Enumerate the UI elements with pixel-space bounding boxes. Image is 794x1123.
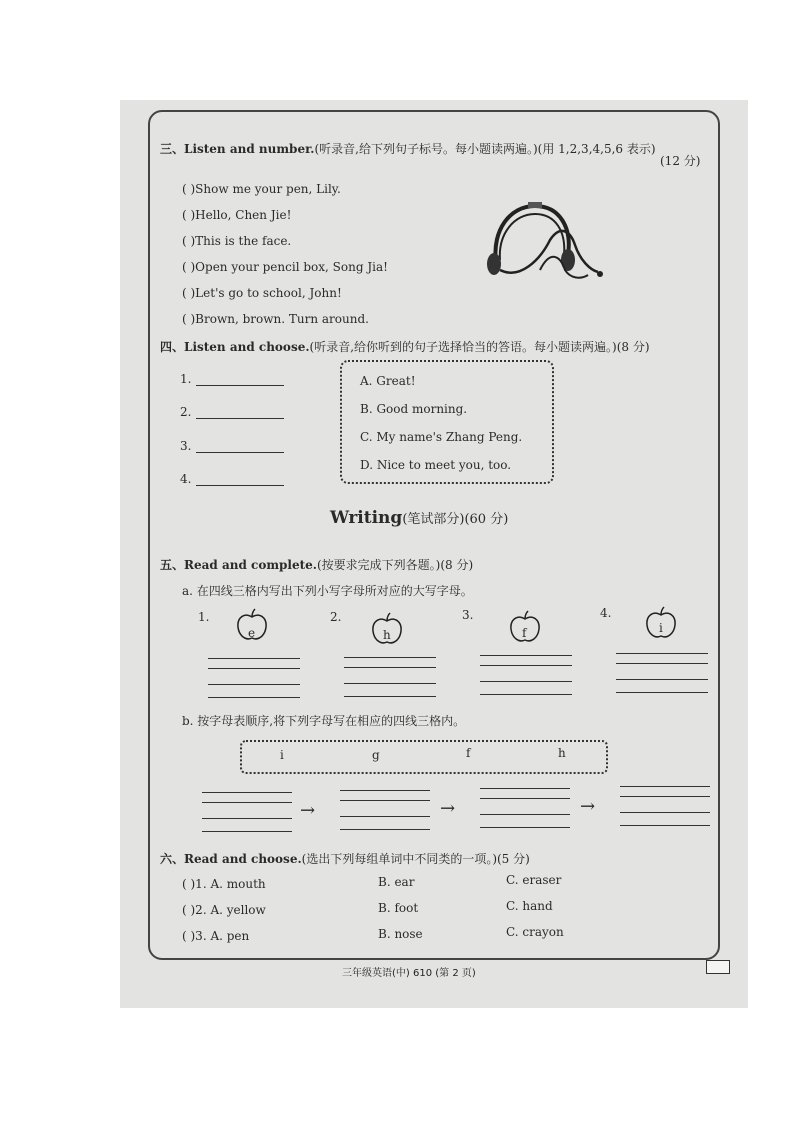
four-line-1c[interactable] [208, 684, 300, 685]
apple-letter-3: f [522, 626, 527, 640]
four-line-4a[interactable] [616, 653, 708, 654]
sec4-num-2: 2. [180, 405, 192, 419]
seq-line-3c[interactable] [480, 814, 570, 815]
sec5-a-label: a. 在四线三格内写出下列小写字母所对应的大写字母。 [182, 584, 473, 598]
apple-letter-2: h [383, 628, 391, 642]
seq-line-1d[interactable] [202, 831, 292, 832]
sec5-instruction: (按要求完成下列各题。)(8 分) [316, 558, 474, 572]
four-line-3b[interactable] [480, 665, 572, 666]
sec5-b-label: b. 按字母表顺序,将下列字母写在相应的四线三格内。 [182, 714, 466, 728]
headphones-icon [480, 200, 610, 285]
sec3-item-4[interactable]: ( )Open your pencil box, Song Jia! [182, 260, 388, 274]
page-footer: 三年级英语(中) 610 (第 2 页) [342, 968, 476, 979]
seq-line-3a[interactable] [480, 788, 570, 789]
seq-line-1a[interactable] [202, 792, 292, 793]
sec3-score: (12 分) [660, 154, 701, 168]
four-line-1a[interactable] [208, 658, 300, 659]
seq-line-4c[interactable] [620, 812, 710, 813]
seq-line-2b[interactable] [340, 800, 430, 801]
sec6-q-2[interactable]: ( )2. A. yellow [182, 903, 266, 917]
arrow-icon: → [440, 798, 456, 819]
sec3-header [160, 140, 656, 157]
sec6-q-3[interactable]: ( )3. A. pen [182, 929, 250, 943]
sec3-item-6[interactable]: ( )Brown, brown. Turn around. [182, 312, 369, 326]
four-line-3c[interactable] [480, 681, 572, 682]
seq-line-4a[interactable] [620, 786, 710, 787]
seq-line-2c[interactable] [340, 816, 430, 817]
sec4-title: 四、Listen and choose. [160, 340, 310, 354]
sec4-num-4: 4. [180, 472, 192, 486]
writing-subtitle: (笔试部分)(60 分) [402, 512, 509, 527]
arrow-icon: → [300, 800, 316, 821]
sec6-title: 六、Read and choose. [160, 852, 302, 866]
sec4-header [160, 338, 650, 355]
seq-line-1b[interactable] [202, 802, 292, 803]
apple-letter-4: i [659, 621, 663, 635]
box-letter-1: i [280, 748, 284, 762]
writing-title: Writing [330, 508, 403, 528]
sec6-header [160, 850, 530, 867]
sec5-header [160, 556, 473, 573]
letters-box [240, 740, 608, 774]
seq-line-1c[interactable] [202, 818, 292, 819]
four-line-2b[interactable] [344, 667, 436, 668]
sec4-instruction: (听录音,给你听到的句子选择恰当的答语。每小题读两遍。)(8 分) [309, 340, 650, 354]
sec3-instruction: (听录音,给下列句子标号。每小题读两遍。)(用 1,2,3,4,5,6 表示) [314, 142, 656, 156]
four-line-4c[interactable] [616, 679, 708, 680]
sec6-c-1: C. eraser [506, 873, 562, 887]
sec5-a-num-3: 3. [462, 608, 474, 622]
sec6-instruction: (选出下列每组单词中不同类的一项。)(5 分) [301, 852, 530, 866]
four-line-2a[interactable] [344, 657, 436, 658]
box-letter-4: h [558, 746, 566, 760]
seq-line-2d[interactable] [340, 829, 430, 830]
answer-line-2[interactable] [196, 418, 284, 419]
sec3-item-3[interactable]: ( )This is the face. [182, 234, 292, 248]
sec4-option-a: A. Great! [360, 374, 416, 388]
answer-line-1[interactable] [196, 385, 284, 386]
sec3-title: 三、Listen and number. [160, 142, 315, 156]
sec4-option-c: C. My name's Zhang Peng. [360, 430, 523, 444]
box-letter-3: f [466, 746, 471, 760]
sec4-num-3: 3. [180, 439, 192, 453]
four-line-1b[interactable] [208, 668, 300, 669]
box-letter-2: g [372, 748, 380, 762]
four-line-3d[interactable] [480, 694, 572, 695]
sec5-a-num-4: 4. [600, 606, 612, 620]
sec6-c-2: C. hand [506, 899, 553, 913]
four-line-2d[interactable] [344, 696, 436, 697]
sec4-num-1: 1. [180, 372, 192, 386]
seq-line-2a[interactable] [340, 790, 430, 791]
four-line-1d[interactable] [208, 697, 300, 698]
sec6-q-1[interactable]: ( )1. A. mouth [182, 877, 266, 891]
four-line-2c[interactable] [344, 683, 436, 684]
seq-line-4b[interactable] [620, 796, 710, 797]
sec6-b-3: B. nose [378, 927, 423, 941]
sec3-item-1[interactable]: ( )Show me your pen, Lily. [182, 182, 341, 196]
answer-line-4[interactable] [196, 485, 284, 486]
four-line-3a[interactable] [480, 655, 572, 656]
sec5-title: 五、Read and complete. [160, 558, 317, 572]
answer-line-3[interactable] [196, 452, 284, 453]
seq-line-3d[interactable] [480, 827, 570, 828]
sec4-option-b: B. Good morning. [360, 402, 468, 416]
sec3-item-5[interactable]: ( )Let's go to school, John! [182, 286, 342, 300]
sec6-b-1: B. ear [378, 875, 415, 889]
sec6-c-3: C. crayon [506, 925, 564, 939]
sec5-a-num-2: 2. [330, 610, 342, 624]
arrow-icon: → [580, 796, 596, 817]
corner-marker-right [706, 960, 730, 974]
writing-heading [330, 508, 508, 528]
sec4-option-d: D. Nice to meet you, too. [360, 458, 512, 472]
four-line-4d[interactable] [616, 692, 708, 693]
sec3-item-2[interactable]: ( )Hello, Chen Jie! [182, 208, 292, 222]
seq-line-4d[interactable] [620, 825, 710, 826]
exam-page-photo [120, 100, 748, 1008]
sec6-b-2: B. foot [378, 901, 419, 915]
seq-line-3b[interactable] [480, 798, 570, 799]
sec5-a-num-1: 1. [198, 610, 210, 624]
four-line-4b[interactable] [616, 663, 708, 664]
apple-letter-1: e [248, 626, 256, 640]
